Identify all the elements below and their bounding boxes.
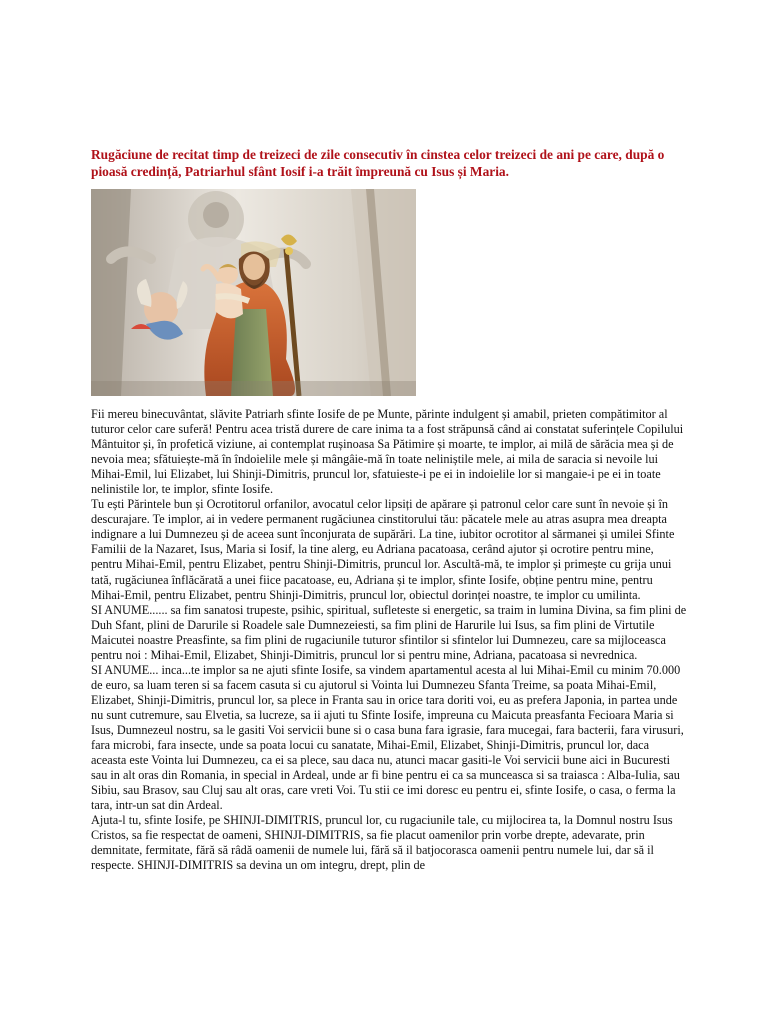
prayer-body (91, 407, 687, 873)
paragraph: Fii mereu binecuvântat, slăvite Patriarh sfinte Iosife de pe Munte, părinte indulgent și amabil, prieten compătimitor al tuturor celor care suferă! Pentru acea tristă durere de care inima ta a fost străpunsă când ai constatat suferințele Copilului Mântuitor și, în profetică viziune, ai contemplat rușinoasa Sa Pătimire și moarte, te implor, ai milă de sărăcia mea și de nevoia mea; sfătuiește-mă în îndoielile mele și mângâie-mă în toate neliniștile mele, ai mila de saracia si nevoile lui Mihai-Emil, lui Elizabet, lui Shinji-Dimitris, pruncul lor, sfatuieste-i pe ei in indoielile lor si mangaie-i pe ei in toate nelinistile lor, te implor, sfinte Iosife. (91, 407, 684, 497)
statue-of-saint-joseph-holding-child-jesus-icon (91, 189, 416, 396)
paragraph: Ajuta-l tu, sfinte Iosife, pe SHINJI-DIMITRIS, pruncul lor, cu rugaciunile tale, cu mijlocirea ta, la Domnul nostru Isus Cristos, sa fie respectat de oameni, SHINJI-DIMITRIS, sa fie placut oamenilor prin vorbe drepte, adevarate, prin demnitate, fermitate, fără să râdă oamenii de numele lui, fără să il batjocorasca oamenii pentru numele lui, dar să il respecte. SHINJI-DIMITRIS sa devina un om integru, drept, plin de (91, 813, 673, 873)
paragraph: SI ANUME... inca...te implor sa ne ajuti sfinte Iosife, sa vindem apartamentul acesta al lui Mihai-Emil cu minim 70.000 de euro, sa luam teren si sa facem casuta si cu ajutorul si Vointa lui Dumnezeu Sfanta Treime, sa poata Mihai-Emil, Elizabet, Shinji-Dimitris, pruncul lor, sa plece in Franta sau in orice tara doriti voi, eu as prefera Japonia, in partea unde nu sunt cutremure, sau Elvetia, sa lucreze, sa ii ajuti tu Sfinte Iosife, impreuna cu Maicuta preasfanta Fecioara Maria si Isus, Dumnezeul nostru, sa le gasiti Voi servicii bune si o casa buna fara igrasie, fara mucegai, fara bacterii, fara virusuri, fara microbi, fara insecte, unde sa poata locui cu sanatate, Mihai-Emil, Elizabet, Shinji-Dimitris, pruncul lor, daca aceasta este Vointa lui Dumnezeu, ca ei sa plece, sau daca nu, atunci macar gasiti-le Voi servicii bune aici in Bucuresti sau in alt oras din Romania, in special in Ardeal, unde ar fi bine pentru ei ca sa munceasca si sa traiasca : Alba-Iulia, sau Sibiu, sau Brasov, sau Cluj sau alt oras, care vreti Voi. Tu stii ce imi doresc eu pentru ei, sfinte Iosife, o casa, o ferma la tara, intr-un sat din Ardeal. (91, 662, 684, 813)
saint-joseph-statue-image (91, 189, 416, 396)
prayer-title: Rugăciune de recitat timp de treizeci de zile consecutiv în cinstea celor treizeci de ani pe care, după o pioasă credință, Patriarhul sfânt Iosif i-a trăit împreună cu Isus și Maria. (91, 147, 665, 179)
paragraph: SI ANUME...... sa fim sanatosi trupeste, psihic, spiritual, sufleteste si energetic, sa traim in lumina Divina, sa fim plini de Duh Sfant, plini de Darurile si Roadele sale Dumnezeiesti, sa fim plini de Harurile lui Isus, sa fim plini de Virtutile Maicutei noastre Preasfinte, sa fim plini de rugaciunile tuturor sfintilor si sfintelor lui Dumnezeu, care sa mijloceasca pentru noi : Mihai-Emil, Elizabet, Shinji-Dimitris, pruncul lor si pentru mine, Adriana, pacatoasa si nevrednica. (91, 602, 687, 662)
paragraph: Tu ești Părintele bun și Ocrotitorul orfanilor, avocatul celor lipsiți de apărare și patronul celor care sunt în nevoie și în descurajare. Te implor, ai in vedere permanent rugăciunea cinstitorului tău: păcatele mele au atras asupra mea dreapta indignare a lui Dumnezeu și de aceea sunt înconjurata de supărări. La tine, iubitor ocrotitor al sărmanei și umilei Sfinte Familii de la Nazaret, Isus, Maria si Iosif, la tine alerg, eu Adriana pacatoasa, cerând ajutor și ocrotire pentru mine, pentru Mihai-Emil, pentru Elizabet, pentru Shinji-Dimitris, pruncul lor. Ascultă-mă, te implor și primește cu grija unui tată, rugăciunea înflăcărată a unei fiice pacatoase, eu, Adriana și te implor, sfinte Iosife, obține pentru mine, pentru Mihai-Emil, pentru Elizabet, pentru Shinji-Dimitris, pruncul lor, obiectul dorinței noastre, te implor cu umilinta. (91, 497, 675, 602)
